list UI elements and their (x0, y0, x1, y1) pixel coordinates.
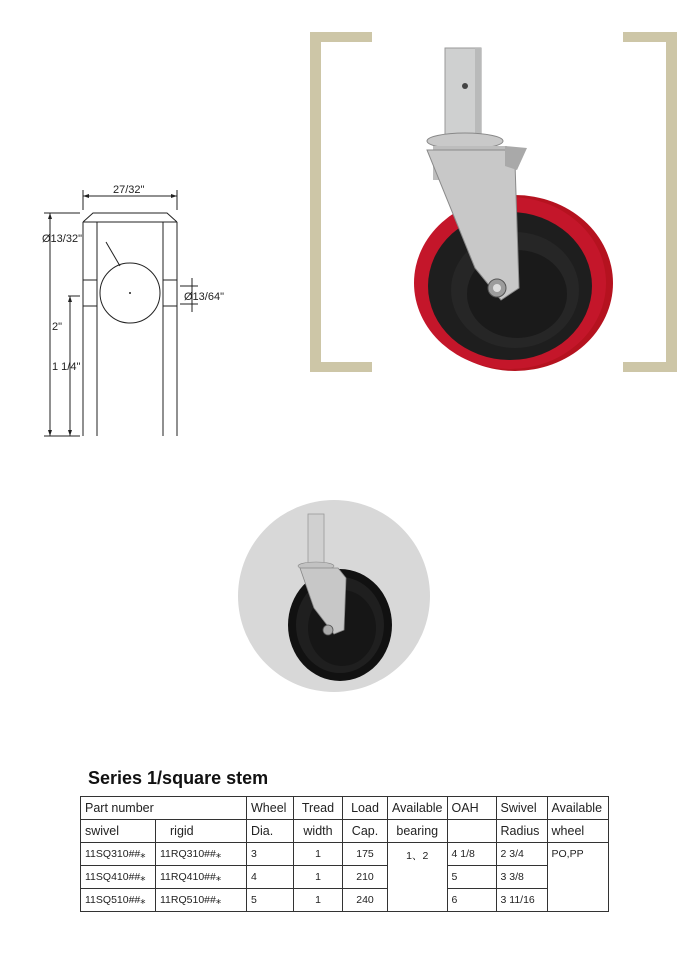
header-wheel-2: wheel (547, 820, 608, 843)
cell-dia: 5 (247, 889, 294, 912)
header-load: Load (343, 797, 388, 820)
cell-radius: 2 3/4 (496, 843, 547, 866)
header-swivel: swivel (81, 820, 156, 843)
table-row (81, 843, 609, 866)
header-bearing-2: bearing (388, 820, 448, 843)
cell-tread: 1 (294, 889, 343, 912)
cell-oah: 6 (447, 889, 496, 912)
bore-dimension-label: Ø13/32" (42, 233, 82, 245)
hole-dimension-label: Ø13/64" (184, 291, 224, 303)
table-row (81, 889, 609, 912)
cell-dia: 3 (247, 843, 294, 866)
cell-bearing: 1、2 (388, 843, 448, 912)
height-2-label: 2" (52, 321, 63, 333)
cell-swivel: 11SQ310##⁎ (81, 843, 156, 866)
caster-photo-black-wheel (238, 500, 430, 692)
cell-load: 175 (343, 843, 388, 866)
bracket-right-icon (623, 32, 677, 372)
header-radius: Radius (496, 820, 547, 843)
cell-tread: 1 (294, 866, 343, 889)
stem-technical-drawing (40, 180, 260, 440)
bracket-left-icon (310, 32, 372, 372)
header-tread: Tread (294, 797, 343, 820)
header-part-number: Part number (81, 797, 247, 820)
header-rigid: rigid (156, 820, 247, 843)
cell-swivel: 11SQ510##⁎ (81, 889, 156, 912)
header-bearing: Available (388, 797, 448, 820)
table-row (81, 866, 609, 889)
header-cap: Cap. (343, 820, 388, 843)
header-dia: Dia. (247, 820, 294, 843)
header-width: width (294, 820, 343, 843)
table-subheader-row (81, 820, 609, 843)
width-dimension-label: 27/32" (113, 184, 145, 196)
cell-radius: 3 3/8 (496, 866, 547, 889)
header-oah-empty (447, 820, 496, 843)
header-oah: OAH (447, 797, 496, 820)
cell-oah: 5 (447, 866, 496, 889)
cell-swivel: 11SQ410##⁎ (81, 866, 156, 889)
cell-dia: 4 (247, 866, 294, 889)
cell-load: 240 (343, 889, 388, 912)
series-title: Series 1/square stem (88, 768, 269, 788)
cell-load: 210 (343, 866, 388, 889)
caster-photo-red-wheel (305, 28, 680, 378)
specification-table (80, 796, 609, 912)
height-1-1-4-label: 1 1/4" (52, 361, 81, 373)
cell-rigid: 11RQ310##⁎ (156, 843, 247, 866)
cell-radius: 3 11/16 (496, 889, 547, 912)
header-wheel: Wheel (247, 797, 294, 820)
cell-available-wheel: PO,PP (547, 843, 608, 912)
cell-tread: 1 (294, 843, 343, 866)
header-swivel-radius: Swivel (496, 797, 547, 820)
cell-rigid: 11RQ510##⁎ (156, 889, 247, 912)
header-available-wheel: Available (547, 797, 608, 820)
cell-rigid: 11RQ410##⁎ (156, 866, 247, 889)
table-header-row (81, 797, 609, 820)
cell-oah: 4 1/8 (447, 843, 496, 866)
